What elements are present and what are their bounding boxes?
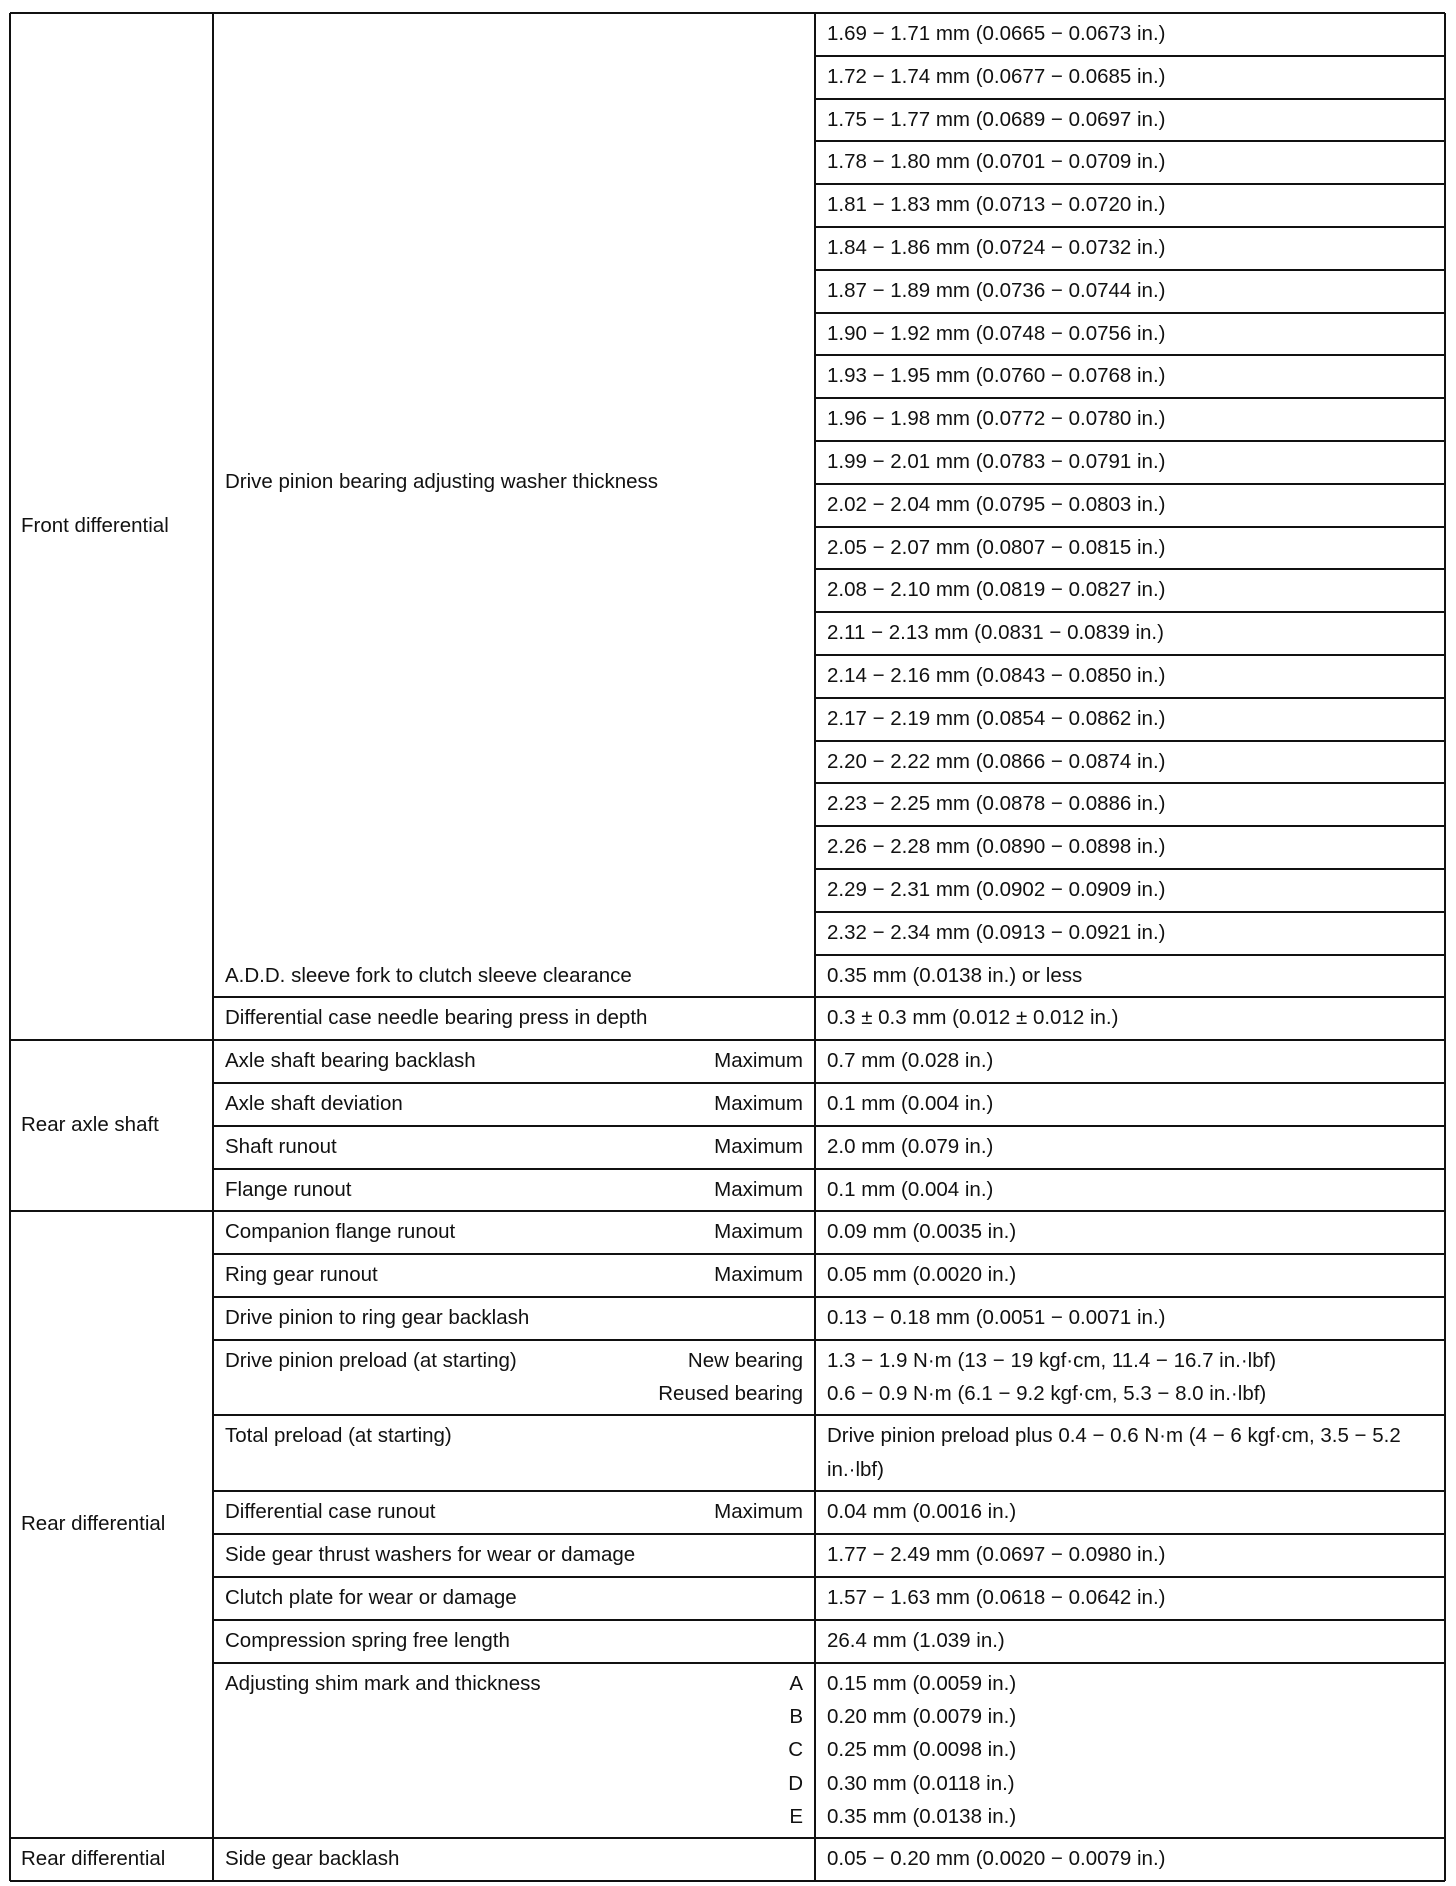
group-name: Rear differential [21,1846,166,1870]
washer-thickness-value: 2.26 − 2.28 mm (0.0890 − 0.0898 in.) [827,835,1166,859]
value-row-divider [815,397,1445,399]
spec-label: A.D.D. sleeve fork to clutch sleeve clearance [225,963,632,987]
table-left-border [9,13,11,1881]
washer-thickness-value: 2.32 − 2.34 mm (0.0913 − 0.0921 in.) [827,920,1166,944]
group-name: Front differential [21,513,169,537]
spec-label: Shaft runout [225,1134,337,1158]
spec-label: Differential case needle bearing press in depth [225,1006,648,1030]
spec-qualifier: Reused bearing [658,1382,803,1406]
row-divider [213,1490,1445,1492]
group-divider [10,1039,1445,1041]
spec-qualifier: Maximum [714,1177,803,1201]
value-row-divider [815,98,1445,100]
row-divider [213,1533,1445,1535]
spec-value: 0.09 mm (0.0035 in.) [827,1220,1017,1244]
washer-thickness-value: 1.72 − 1.74 mm (0.0677 − 0.0685 in.) [827,64,1166,88]
spec-qualifier: A [789,1671,803,1695]
value-row-divider [815,782,1445,784]
spec-value: Drive pinion preload plus 0.4 − 0.6 N·m (4 − 6 kgf·cm, 3.5 − 5.2 [827,1424,1401,1448]
spec-label: Drive pinion preload (at starting) [225,1348,517,1372]
value-row-divider [815,440,1445,442]
spec-value: 0.35 mm (0.0138 in.) [827,1804,1017,1828]
spec-value: 0.20 mm (0.0079 in.) [827,1704,1017,1728]
spec-value: 0.35 mm (0.0138 in.) or less [827,963,1083,987]
washer-thickness-value: 2.05 − 2.07 mm (0.0807 − 0.0815 in.) [827,535,1166,559]
spec-value: 0.1 mm (0.004 in.) [827,1177,994,1201]
washer-thickness-value: 2.14 − 2.16 mm (0.0843 − 0.0850 in.) [827,664,1166,687]
group-divider [10,1837,1445,1839]
washer-thickness-value: 1.96 − 1.98 mm (0.0772 − 0.0780 in.) [827,407,1166,431]
value-row-divider [815,611,1445,613]
value-row-divider [815,825,1445,827]
column-divider-1 [212,13,214,1881]
spec-value: 0.3 ± 0.3 mm (0.012 ± 0.012 in.) [827,1006,1119,1030]
row-divider [213,1576,1445,1578]
row-divider [213,1619,1445,1621]
spec-value: 2.0 mm (0.079 in.) [827,1134,994,1158]
washer-thickness-value: 1.69 − 1.71 mm (0.0665 − 0.0673 in.) [827,22,1166,45]
value-row-divider [815,55,1445,57]
row-divider [213,1414,1445,1416]
spec-qualifier: Maximum [714,1049,803,1073]
spec-value: 1.77 − 2.49 mm (0.0697 − 0.0980 in.) [827,1543,1166,1567]
washer-thickness-value: 2.08 − 2.10 mm (0.0819 − 0.0827 in.) [827,578,1166,602]
washer-thickness-value: 1.75 − 1.77 mm (0.0689 − 0.0697 in.) [827,107,1166,131]
group-name: Rear axle shaft [21,1112,159,1136]
spec-label: Axle shaft deviation [225,1092,403,1115]
row-divider [213,1082,1445,1084]
row-divider [213,1339,1445,1341]
washer-thickness-value: 2.17 − 2.19 mm (0.0854 − 0.0862 in.) [827,706,1166,730]
value-row-divider [815,740,1445,742]
value-row-divider [815,312,1445,314]
spec-value: 0.15 mm (0.0059 in.) [827,1671,1017,1695]
value-row-divider [815,911,1445,913]
washer-thickness-value: 1.99 − 2.01 mm (0.0783 − 0.0791 in.) [827,450,1166,473]
table-top-border [10,12,1445,14]
value-row-divider [815,269,1445,271]
spec-label: Compression spring free length [225,1628,510,1652]
spec-value: 0.1 mm (0.004 in.) [827,1092,994,1115]
row-divider [213,1662,1445,1664]
value-row-divider [815,954,1445,956]
spec-value: 0.05 mm (0.0020 in.) [827,1263,1017,1287]
spec-qualifier: Maximum [714,1134,803,1158]
spec-value: 26.4 mm (1.039 in.) [827,1628,1005,1652]
value-row-divider [815,654,1445,656]
spec-label: Drive pinion to ring gear backlash [225,1306,530,1329]
washer-thickness-value: 1.81 − 1.83 mm (0.0713 − 0.0720 in.) [827,193,1166,217]
spec-label: Axle shaft bearing backlash [225,1049,476,1073]
spec-value: 0.04 mm (0.0016 in.) [827,1500,1017,1524]
spec-qualifier: Maximum [714,1092,803,1115]
group-name: Rear differential [21,1511,166,1535]
spec-qualifier: E [789,1804,803,1828]
washer-thickness-value: 1.87 − 1.89 mm (0.0736 − 0.0744 in.) [827,278,1166,302]
spec-qualifier: New bearing [687,1348,803,1372]
spec-label: Adjusting shim mark and thickness [225,1671,541,1695]
spec-qualifier: Maximum [714,1220,803,1244]
value-row-divider [815,526,1445,528]
washer-thickness-value: 2.20 − 2.22 mm (0.0866 − 0.0874 in.) [827,749,1166,773]
value-row-divider [815,354,1445,356]
group-divider [10,1880,1445,1882]
spec-label: Side gear thrust washers for wear or damage [225,1543,636,1567]
row-divider [213,996,1445,998]
value-row-divider [815,697,1445,699]
washer-thickness-value: 1.84 − 1.86 mm (0.0724 − 0.0732 in.) [827,236,1166,259]
spec-value: 0.25 mm (0.0098 in.) [827,1738,1017,1762]
row-divider [213,1253,1445,1255]
spec-value: 0.6 − 0.9 N·m (6.1 − 9.2 kgf·cm, 5.3 − 8.0 in.·lbf) [827,1382,1267,1406]
spec-value: 1.57 − 1.63 mm (0.0618 − 0.0642 in.) [827,1586,1166,1609]
spec-label: Total preload (at starting) [225,1424,452,1448]
column-divider-2 [814,13,816,1881]
washer-thickness-value: 2.23 − 2.25 mm (0.0878 − 0.0886 in.) [827,792,1166,816]
spec-label: Differential case runout [225,1500,436,1524]
spec-label: Flange runout [225,1177,352,1201]
group-divider [10,1210,1445,1212]
spec-qualifier: Maximum [714,1263,803,1287]
spec-value: 0.7 mm (0.028 in.) [827,1049,994,1073]
spec-value: 1.3 − 1.9 N·m (13 − 19 kgf·cm, 11.4 − 16.7 in.·lbf) [827,1348,1277,1372]
spec-label: Clutch plate for wear or damage [225,1586,517,1609]
value-row-divider [815,483,1445,485]
spec-value: 0.30 mm (0.0118 in.) [827,1771,1015,1795]
row-divider [213,1296,1445,1298]
spec-value: 0.05 − 0.20 mm (0.0020 − 0.0079 in.) [827,1847,1166,1871]
spec-label: Companion flange runout [225,1220,456,1244]
washer-thickness-value: 1.78 − 1.80 mm (0.0701 − 0.0709 in.) [827,150,1166,174]
value-row-divider [815,226,1445,228]
value-row-divider [815,568,1445,570]
spec-value: 0.13 − 0.18 mm (0.0051 − 0.0071 in.) [827,1306,1166,1329]
washer-thickness-value: 2.29 − 2.31 mm (0.0902 − 0.0909 in.) [827,878,1166,901]
spec-value: in.·lbf) [827,1457,884,1481]
row-divider [213,1125,1445,1127]
spec-qualifier: D [788,1771,803,1795]
washer-thickness-value: 2.02 − 2.04 mm (0.0795 − 0.0803 in.) [827,492,1166,516]
value-row-divider [815,183,1445,185]
spec-label: Ring gear runout [225,1263,378,1287]
spec-qualifier: C [788,1738,803,1762]
row-divider [213,1168,1445,1170]
table-right-border [1444,13,1446,1881]
value-row-divider [815,140,1445,142]
washer-thickness-value: 2.11 − 2.13 mm (0.0831 − 0.0839 in.) [827,621,1164,645]
washer-thickness-value: 1.90 − 1.92 mm (0.0748 − 0.0756 in.) [827,321,1166,345]
spec-qualifier: Maximum [714,1500,803,1524]
spec-qualifier: B [789,1704,803,1728]
spec-label: Side gear backlash [225,1847,400,1871]
washer-thickness-value: 1.93 − 1.95 mm (0.0760 − 0.0768 in.) [827,364,1166,388]
value-row-divider [815,868,1445,870]
washer-thickness-label: Drive pinion bearing adjusting washer thickness [225,469,659,493]
